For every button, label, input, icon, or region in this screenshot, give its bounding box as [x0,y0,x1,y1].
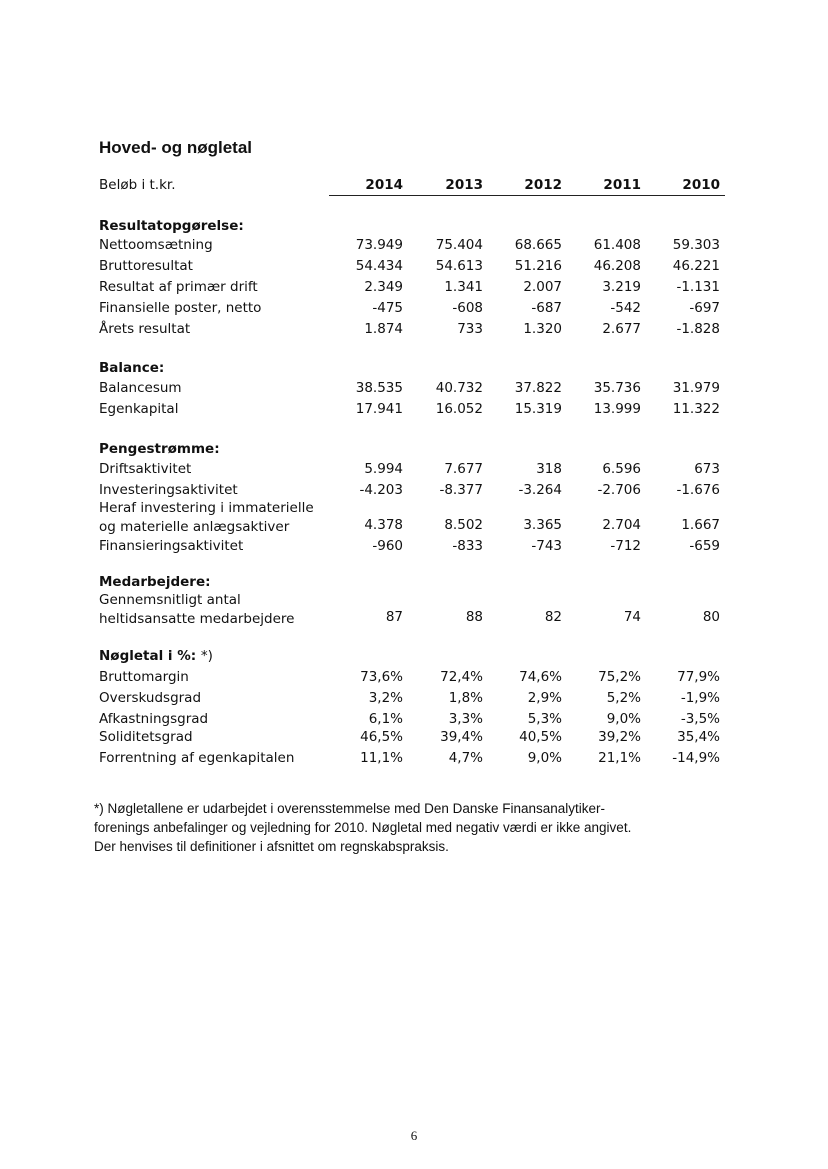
cell-2010: -1,9% [680,690,720,706]
cell-2014: -475 [372,300,403,316]
cell-2013: 72,4% [440,669,483,685]
row-label: Balancesum [99,380,182,396]
row-label: Bruttomargin [99,669,189,685]
section-heading-key-ratios [99,648,213,664]
cell-2010: 46.221 [672,258,720,274]
cell-2010: 80 [702,609,720,625]
cell-2014: 87 [385,609,403,625]
cell-2014: 54.434 [355,258,403,274]
cell-2014: 2.349 [364,279,403,295]
cell-2012: 5,3% [527,711,562,727]
page-title: Hoved- og nøgletal [99,138,252,157]
year-header-2012: 2012 [524,177,562,193]
table-row [0,461,828,481]
cell-2012: 1.320 [523,321,562,337]
row-label: Årets resultat [99,321,191,337]
cell-2012: 51.216 [514,258,562,274]
cell-2013: 88 [465,609,483,625]
row-label: Heraf investering i immaterielle og materielle anlægsaktiver [99,500,314,535]
cell-2011: 21,1% [598,750,641,766]
cell-2010: -697 [689,300,720,316]
cell-2011: 2.677 [602,321,641,337]
cell-2012: 15.319 [514,401,562,417]
cell-2013: 7.677 [444,461,483,477]
year-header-2011: 2011 [603,177,641,193]
cell-2011: 46.208 [593,258,641,274]
cell-2014: 17.941 [355,401,403,417]
table-row [0,321,828,341]
cell-2013: 40.732 [435,380,483,396]
cell-2014: -4.203 [359,482,403,498]
table-row [0,669,828,689]
row-label: Overskudsgrad [99,690,202,706]
cell-2011: 13.999 [593,401,641,417]
row-label: Nettoomsætning [99,237,213,253]
row-label: Gennemsnitligt antal heltidsansatte medarbejdere [99,592,295,627]
cell-2011: 75,2% [598,669,641,685]
cell-2014: 38.535 [355,380,403,396]
cell-2011: 61.408 [593,237,641,253]
page-number: 6 [410,1128,418,1143]
cell-2010: -1.676 [676,482,720,498]
table-row [0,690,828,710]
section-heading-income-statement: Resultatopgørelse: [99,218,244,234]
cell-2011: -542 [610,300,641,316]
cell-2011: 2.704 [602,517,641,533]
cell-2014: 6,1% [368,711,403,727]
cell-2012: -743 [531,538,562,554]
table-row [0,591,828,631]
row-label: Resultat af primær drift [99,279,258,295]
cell-2010: 673 [694,461,720,477]
table-row [0,300,828,320]
table-row [0,711,828,731]
cell-2013: 16.052 [435,401,483,417]
row-label: Egenkapital [99,401,179,417]
cell-2010: 59.303 [672,237,720,253]
cell-2012: 2,9% [527,690,562,706]
cell-2013: 1.341 [444,279,483,295]
cell-2011: 39,2% [598,729,641,745]
cell-2010: -14,9% [672,750,720,766]
cell-2014: -960 [372,538,403,554]
table-row [0,750,828,770]
cell-2013: 75.404 [435,237,483,253]
cell-2012: 9,0% [527,750,562,766]
cell-2014: 11,1% [360,750,403,766]
cell-2010: 35,4% [677,729,720,745]
cell-2014: 46,5% [360,729,403,745]
cell-2011: 74 [623,609,641,625]
year-header-2010: 2010 [682,177,720,193]
cell-2011: 3.219 [602,279,641,295]
cell-2010: -659 [689,538,720,554]
cell-2011: -712 [610,538,641,554]
cell-2013: 39,4% [440,729,483,745]
table-row [0,279,828,299]
cell-2013: -608 [452,300,483,316]
row-label: Finansieringsaktivitet [99,538,244,554]
row-label: Soliditetsgrad [99,729,193,745]
cell-2011: 6.596 [602,461,641,477]
table-row [0,258,828,278]
cell-2013: 1,8% [448,690,483,706]
row-label: Investeringsaktivitet [99,482,238,498]
cell-2014: 73.949 [355,237,403,253]
cell-2012: -3.264 [518,482,562,498]
cell-2011: 35.736 [593,380,641,396]
table-row [0,401,828,421]
row-label: Afkastningsgrad [99,711,209,727]
cell-2014: 1.874 [364,321,403,337]
cell-2012: -687 [531,300,562,316]
cell-2014: 4.378 [364,517,403,533]
cell-2012: 68.665 [514,237,562,253]
year-header-2014: 2014 [365,177,403,193]
cell-2013: 3,3% [448,711,483,727]
row-label: Bruttoresultat [99,258,193,274]
cell-2014: 73,6% [360,669,403,685]
table-row [0,237,828,257]
cell-2013: 54.613 [435,258,483,274]
section-heading-text: Nøgletal i %: [99,648,197,664]
footnote-line: Der henvises til definitioner i afsnittet om regnskabspraksis. [94,839,449,854]
cell-2012: 37.822 [514,380,562,396]
cell-2013: 4,7% [448,750,483,766]
cell-2013: -8.377 [439,482,483,498]
cell-2010: -3,5% [680,711,720,727]
footnote-marker: *) [200,648,213,664]
cell-2012: 74,6% [519,669,562,685]
cell-2012: 318 [536,461,562,477]
section-heading-balance: Balance: [99,360,165,376]
footnote-line: *) Nøgletallene er udarbejdet i overensstemmelse med Den Danske Finansanalytiker- [94,801,605,816]
amount-unit-label: Beløb i t.kr. [99,177,176,193]
cell-2012: 3.365 [523,517,562,533]
cell-2014: 3,2% [368,690,403,706]
cell-2012: 2.007 [523,279,562,295]
row-label: Finansielle poster, netto [99,300,262,316]
section-heading-employees: Medarbejdere: [99,574,211,590]
cell-2010: 31.979 [672,380,720,396]
table-row [0,538,828,558]
table-row [0,380,828,400]
cell-2014: 5.994 [364,461,403,477]
footnote [94,799,734,856]
section-heading-cash-flows: Pengestrømme: [99,441,220,457]
cell-2010: 1.667 [681,517,720,533]
cell-2010: 77,9% [677,669,720,685]
table-row [0,729,828,749]
table-row [0,499,828,539]
cell-2012: 82 [544,609,562,625]
year-header-2013: 2013 [445,177,483,193]
row-label: Driftsaktivitet [99,461,192,477]
cell-2010: 11.322 [672,401,720,417]
cell-2012: 40,5% [519,729,562,745]
cell-2013: -833 [452,538,483,554]
cell-2011: 5,2% [606,690,641,706]
cell-2010: -1.131 [676,279,720,295]
cell-2010: -1.828 [676,321,720,337]
cell-2013: 8.502 [444,517,483,533]
cell-2013: 733 [457,321,483,337]
cell-2011: 9,0% [606,711,641,727]
cell-2011: -2.706 [597,482,641,498]
row-label: Forrentning af egenkapitalen [99,750,295,766]
header-underline [329,195,725,196]
footnote-line: forenings anbefalinger og vejledning for 2010. Nøgletal med negativ værdi er ikke angivet. [94,820,632,835]
